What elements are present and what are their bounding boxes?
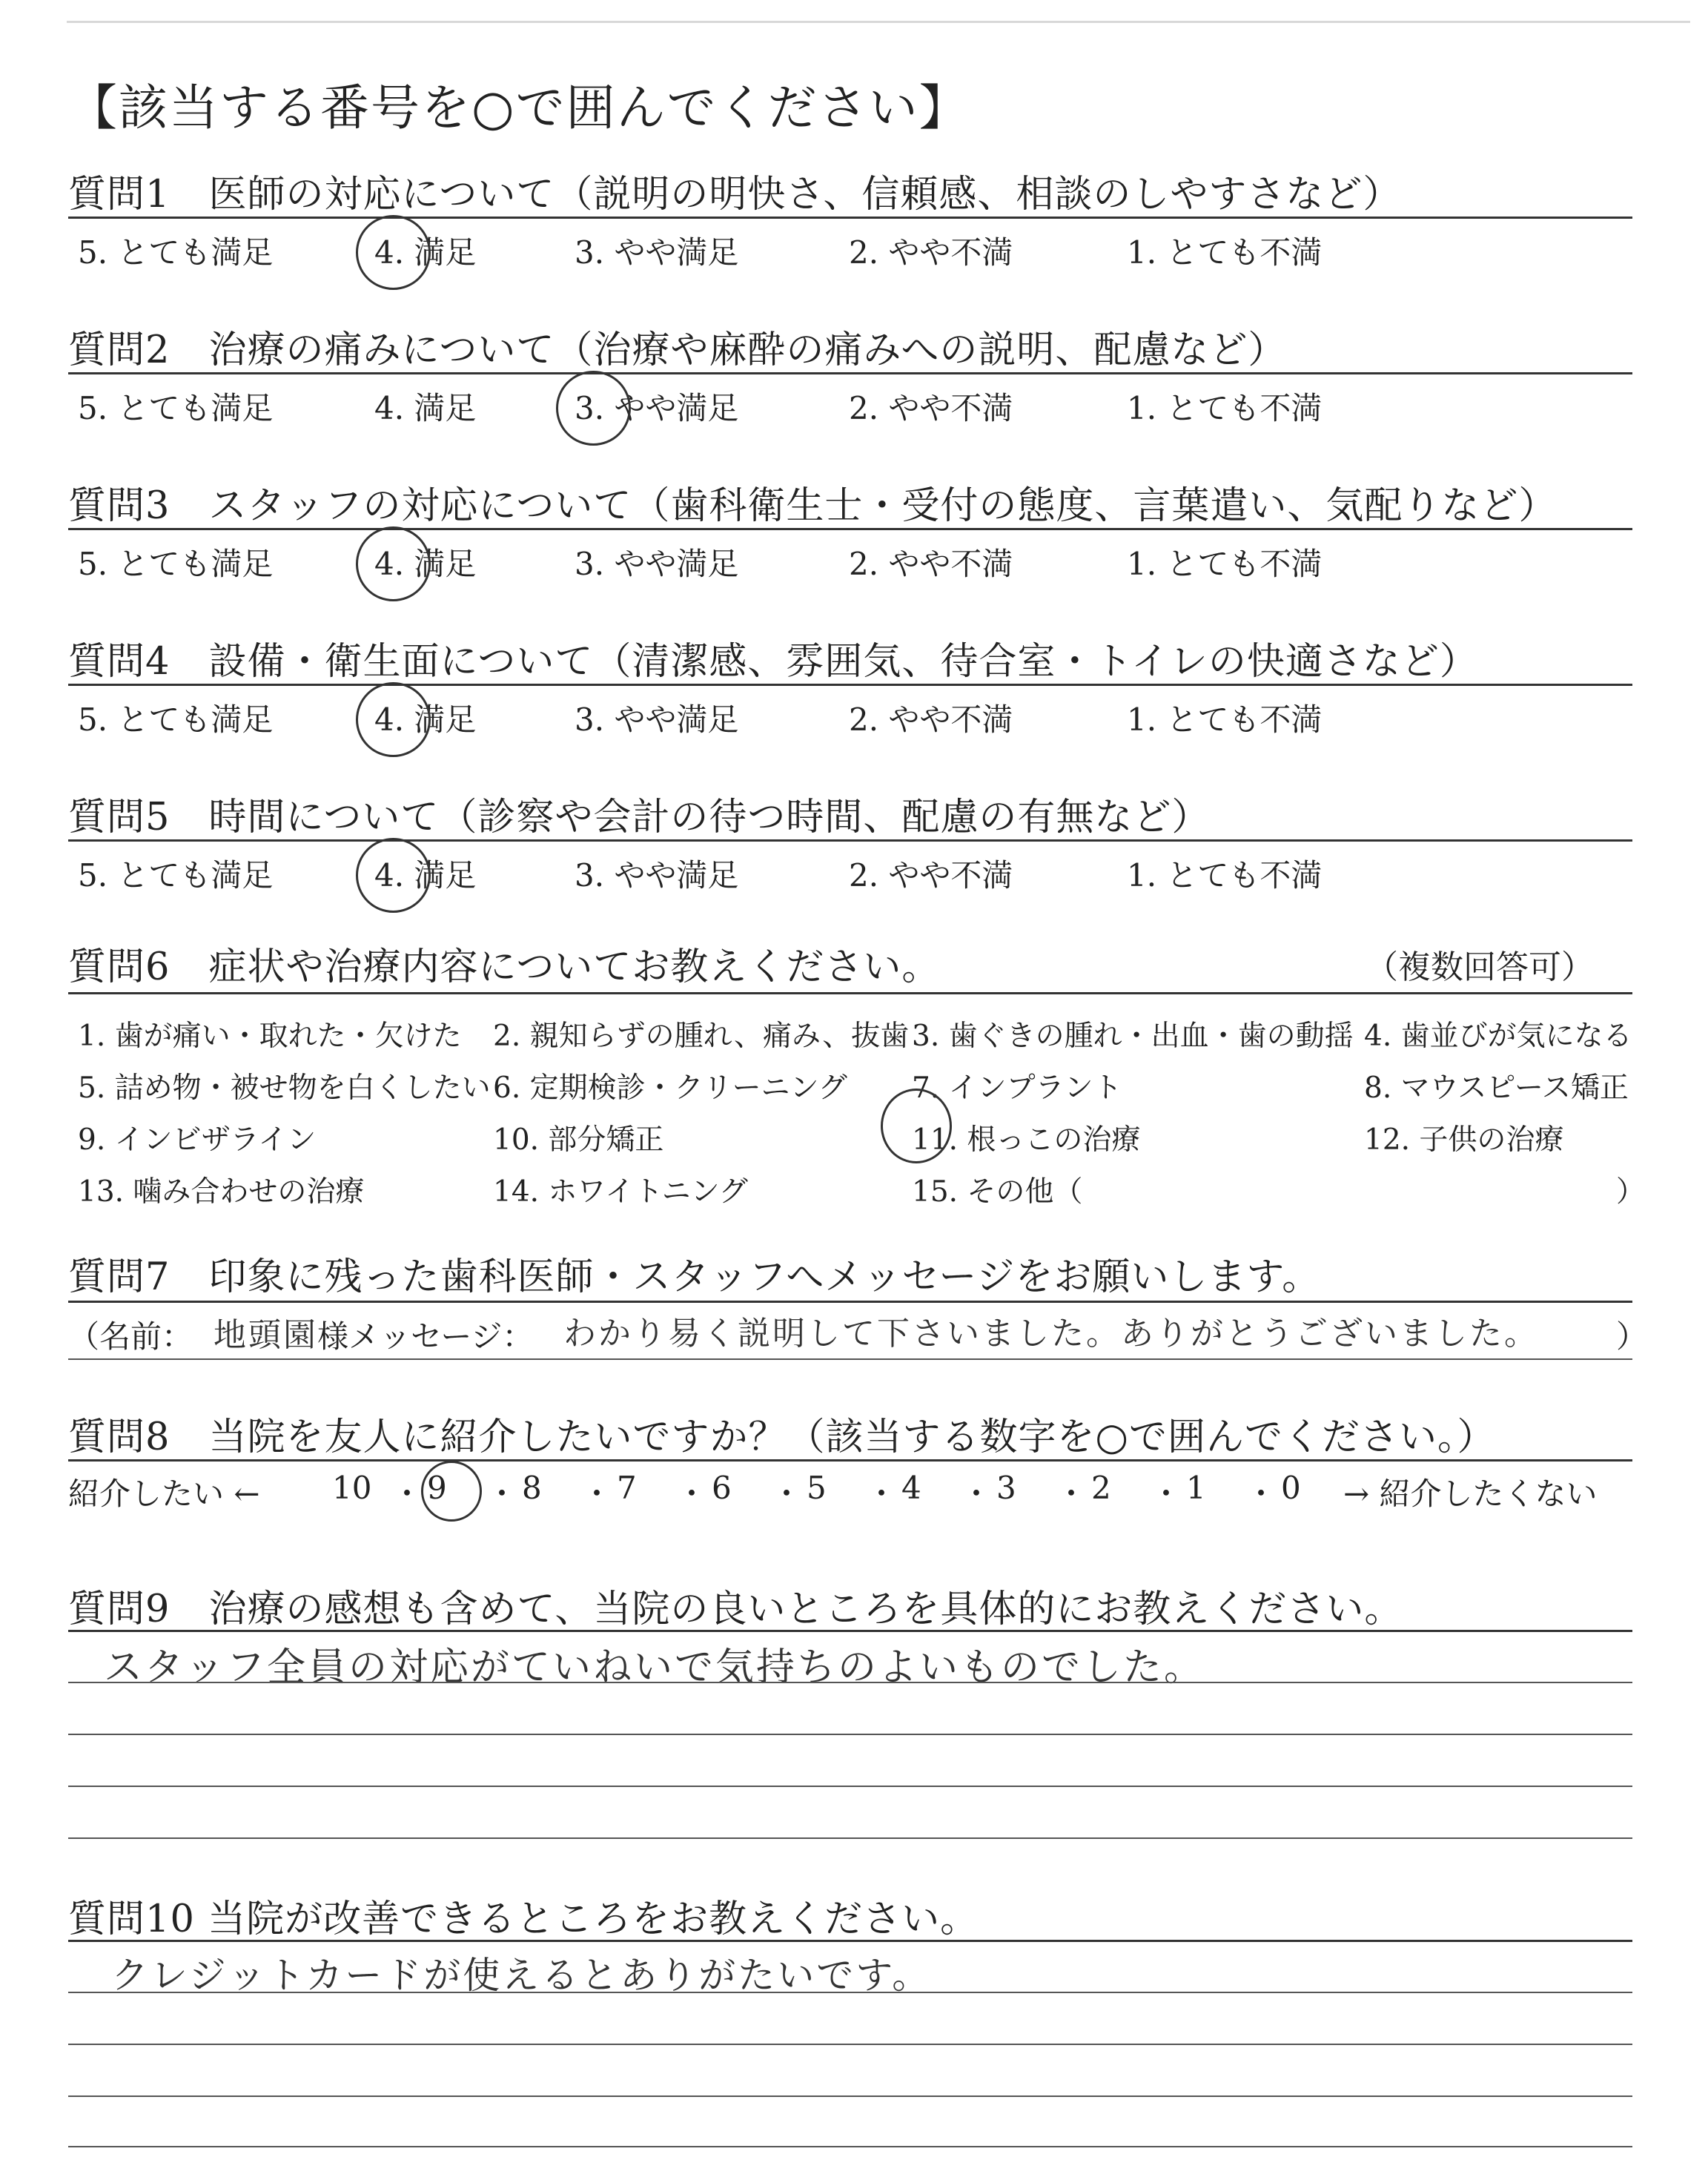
q8-scale-6[interactable]: 6 bbox=[712, 1470, 732, 1506]
q5-title: 質問5 時間について（診察や会計の待つ時間、配慮の有無など） bbox=[68, 796, 1211, 839]
q1-title: 質問1 医師の対応について（説明の明快さ、信頼感、相談のしやすさなど） bbox=[68, 173, 1402, 217]
q9-answer-line-2 bbox=[68, 1734, 1632, 1735]
q2-option-3[interactable]: 3. やや満足 bbox=[575, 390, 739, 426]
q7-rule bbox=[68, 1301, 1632, 1303]
q6-item-15[interactable]: 15. その他（ bbox=[912, 1175, 1083, 1209]
q5-rule bbox=[68, 839, 1632, 842]
q10-rule bbox=[68, 1940, 1632, 1942]
q8-scale-dot: ・ bbox=[771, 1476, 803, 1512]
q6-item-9[interactable]: 9. インビザライン bbox=[78, 1123, 317, 1157]
q8-scale-8[interactable]: 8 bbox=[522, 1470, 542, 1506]
q8-scale-9[interactable]: 9 bbox=[427, 1470, 447, 1506]
q5-option-2[interactable]: 2. やや不満 bbox=[849, 857, 1013, 894]
q6-title: 質問6 症状や治療内容についてお教えください。 bbox=[68, 945, 941, 989]
q6-item-8[interactable]: 8. マウスピース矯正 bbox=[1364, 1071, 1629, 1105]
q1-option-5[interactable]: 5. とても満足 bbox=[78, 234, 274, 271]
q4-option-3[interactable]: 3. やや満足 bbox=[575, 701, 739, 738]
q8-scale-dot: ・ bbox=[581, 1476, 613, 1512]
q1-rule bbox=[68, 217, 1632, 219]
q7-bottom-rule bbox=[68, 1358, 1632, 1360]
q8-scale-3[interactable]: 3 bbox=[996, 1470, 1016, 1506]
q7-name-prefix: （名前： bbox=[68, 1318, 193, 1355]
q5-option-5[interactable]: 5. とても満足 bbox=[78, 857, 274, 894]
q5-option-1[interactable]: 1. とても不満 bbox=[1127, 857, 1323, 894]
q5-option-3[interactable]: 3. やや満足 bbox=[575, 857, 739, 894]
q10-answer-line-4 bbox=[68, 2146, 1632, 2147]
q5-selection-circle bbox=[356, 838, 431, 913]
q7-title: 質問7 印象に残った歯科医師・スタッフへメッセージをお願いします。 bbox=[68, 1255, 1321, 1299]
q6-item-3[interactable]: 3. 歯ぐきの腫れ・出血・歯の動揺 bbox=[912, 1020, 1354, 1053]
q8-scale-10[interactable]: 10 bbox=[332, 1470, 372, 1506]
q6-item-12[interactable]: 12. 子供の治療 bbox=[1364, 1123, 1564, 1157]
q9-rule bbox=[68, 1630, 1632, 1632]
q3-option-3[interactable]: 3. やや満足 bbox=[575, 546, 739, 582]
q10-answer-line-1 bbox=[68, 1992, 1632, 1993]
q3-rule bbox=[68, 528, 1632, 530]
q8-scale-dot: ・ bbox=[391, 1476, 423, 1512]
q6-item-14[interactable]: 14. ホワイトニング bbox=[493, 1175, 748, 1209]
q3-option-4[interactable]: 4. 満足 bbox=[374, 546, 477, 582]
q2-option-4[interactable]: 4. 満足 bbox=[374, 390, 477, 426]
q8-scale-7[interactable]: 7 bbox=[617, 1470, 637, 1506]
q8-scale-dot: ・ bbox=[1245, 1476, 1277, 1512]
q8-scale-dot: ・ bbox=[1151, 1476, 1182, 1512]
q2-rule bbox=[68, 372, 1632, 374]
q6-item-13[interactable]: 13. 噛み合わせの治療 bbox=[78, 1175, 365, 1209]
q5-option-4[interactable]: 4. 満足 bbox=[374, 857, 477, 894]
q9-answer-line-1 bbox=[68, 1682, 1632, 1683]
q8-scale-1[interactable]: 1 bbox=[1186, 1470, 1206, 1506]
q8-scale-dot: ・ bbox=[961, 1476, 993, 1512]
q1-option-4[interactable]: 4. 満足 bbox=[374, 234, 477, 271]
q4-option-4[interactable]: 4. 満足 bbox=[374, 701, 477, 738]
q9-answer-line-3 bbox=[68, 1786, 1632, 1787]
top-border bbox=[67, 21, 1690, 23]
q9-answer-handwritten: スタッフ全員の対応がていねいで気持ちのよいものでした。 bbox=[104, 1645, 1205, 1690]
q4-option-2[interactable]: 2. やや不満 bbox=[849, 701, 1013, 738]
q4-option-1[interactable]: 1. とても不満 bbox=[1127, 701, 1323, 738]
q6-multi-note: （複数回答可） bbox=[1366, 948, 1594, 986]
q6-item-7[interactable]: 7. インプラント bbox=[912, 1071, 1122, 1105]
q9-title: 質問9 治療の感想も含めて、当院の良いところを具体的にお教えください。 bbox=[68, 1588, 1403, 1631]
q8-scale-dot: ・ bbox=[1056, 1476, 1088, 1512]
q10-title: 質問10 当院が改善できるところをお教えください。 bbox=[68, 1898, 979, 1941]
q6-item-5[interactable]: 5. 詰め物・被せ物を白くしたい bbox=[78, 1071, 491, 1105]
q3-selection-circle bbox=[356, 526, 431, 601]
q1-option-2[interactable]: 2. やや不満 bbox=[849, 234, 1013, 271]
q3-option-1[interactable]: 1. とても不満 bbox=[1127, 546, 1323, 582]
q8-scale-dot: ・ bbox=[486, 1476, 518, 1512]
q2-option-1[interactable]: 1. とても不満 bbox=[1127, 390, 1323, 426]
q8-selection-circle bbox=[421, 1461, 482, 1522]
q6-item-16: ） bbox=[1616, 1175, 1646, 1209]
q8-scale-2[interactable]: 2 bbox=[1091, 1470, 1111, 1506]
q7-name-handwritten: 地頭園 bbox=[214, 1316, 318, 1354]
q7-close-paren: ） bbox=[1616, 1318, 1648, 1355]
q6-item-6[interactable]: 6. 定期検診・クリーニング bbox=[493, 1071, 847, 1105]
q2-option-5[interactable]: 5. とても満足 bbox=[78, 390, 274, 426]
q8-rule bbox=[68, 1459, 1632, 1462]
q6-item-4[interactable]: 4. 歯並びが気になる bbox=[1364, 1020, 1632, 1053]
q2-option-2[interactable]: 2. やや不満 bbox=[849, 390, 1013, 426]
q2-title: 質問2 治療の痛みについて（治療や麻酔の痛みへの説明、配慮など） bbox=[68, 328, 1287, 372]
q4-selection-circle bbox=[356, 682, 431, 757]
q6-selection-circle bbox=[881, 1089, 952, 1163]
q4-option-5[interactable]: 5. とても満足 bbox=[78, 701, 274, 738]
q10-answer-line-3 bbox=[68, 2095, 1632, 2097]
q8-scale-dot: ・ bbox=[866, 1476, 898, 1512]
q6-rule bbox=[68, 992, 1632, 994]
q1-option-1[interactable]: 1. とても不満 bbox=[1127, 234, 1323, 271]
q10-answer-handwritten: クレジットカードが使えるとありがたいです。 bbox=[111, 1954, 932, 1997]
q8-scale-dot: ・ bbox=[676, 1476, 708, 1512]
q6-item-1[interactable]: 1. 歯が痛い・取れた・欠けた bbox=[78, 1020, 462, 1053]
q6-item-10[interactable]: 10. 部分矯正 bbox=[493, 1123, 664, 1157]
q6-item-2[interactable]: 2. 親知らずの腫れ、痛み、抜歯 bbox=[493, 1020, 910, 1053]
q3-option-5[interactable]: 5. とても満足 bbox=[78, 546, 274, 582]
q6-item-11[interactable]: 11. 根っこの治療 bbox=[912, 1123, 1141, 1157]
q8-left-label: 紹介したい ← bbox=[68, 1476, 260, 1512]
q8-scale-5[interactable]: 5 bbox=[807, 1470, 827, 1506]
q10-answer-line-2 bbox=[68, 2044, 1632, 2045]
q3-title: 質問3 スタッフの対応について（歯科衛生士・受付の態度、言葉遣い、気配りなど） bbox=[68, 484, 1558, 528]
q7-message-label: 様メッセージ： bbox=[317, 1318, 534, 1355]
q8-scale-4[interactable]: 4 bbox=[901, 1470, 921, 1506]
q9-answer-line-4 bbox=[68, 1837, 1632, 1839]
q7-message-handwritten: わかり易く説明して下さいました。ありがとうございました。 bbox=[563, 1315, 1539, 1353]
q4-rule bbox=[68, 684, 1632, 686]
q3-option-2[interactable]: 2. やや不満 bbox=[849, 546, 1013, 582]
q8-title: 質問8 当院を友人に紹介したいですか？（該当する数字を○で囲んでください。） bbox=[68, 1416, 1496, 1459]
q8-scale-0[interactable]: 0 bbox=[1281, 1470, 1301, 1506]
q1-selection-circle bbox=[356, 215, 431, 290]
q4-title: 質問4 設備・衛生面について（清潔感、雰囲気、待合室・トイレの快適さなど） bbox=[68, 640, 1478, 684]
q1-option-3[interactable]: 3. やや満足 bbox=[575, 234, 739, 271]
q2-selection-circle bbox=[556, 371, 631, 446]
form-header: 【該当する番号を○で囲んでください】 bbox=[68, 79, 970, 136]
q8-right-label: → 紹介したくない bbox=[1343, 1476, 1598, 1512]
